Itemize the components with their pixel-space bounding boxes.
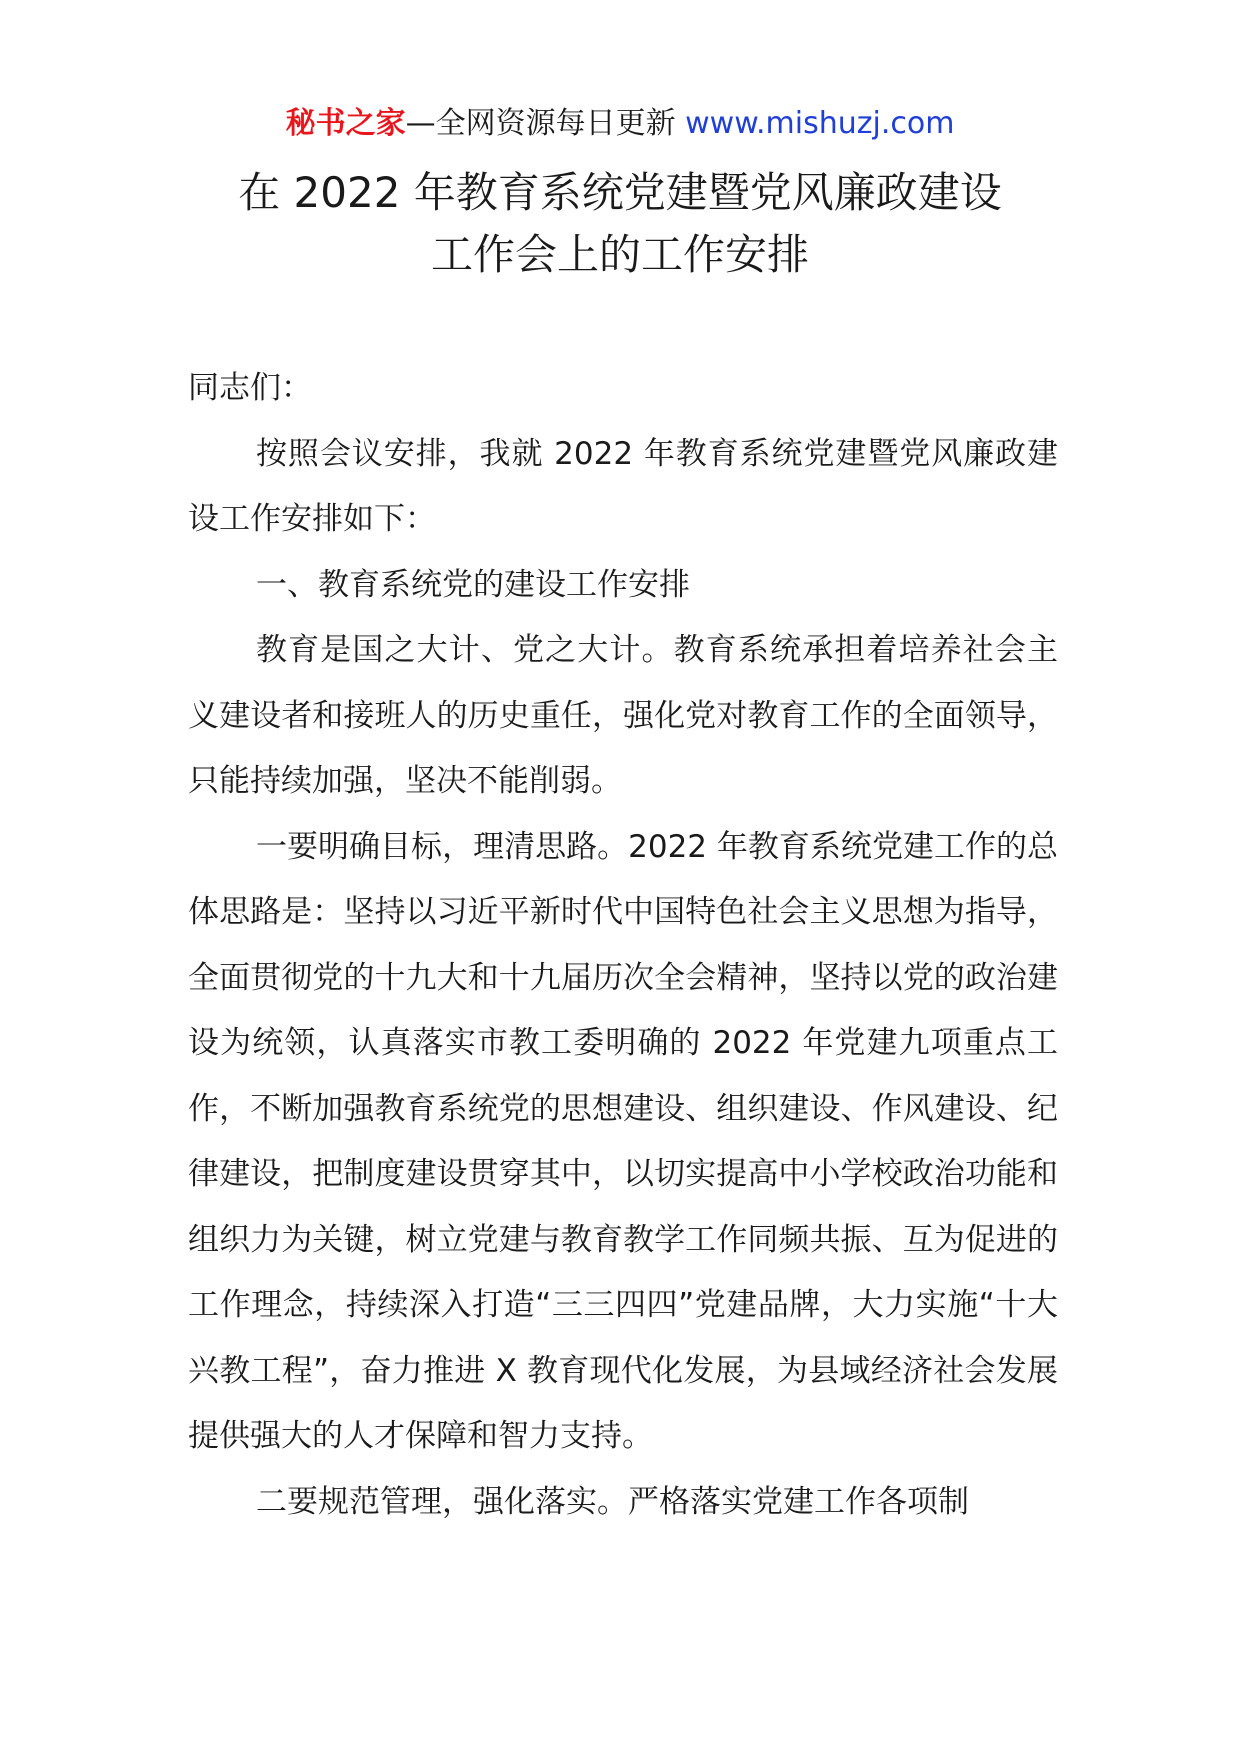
document-title: [0, 162, 1240, 286]
paragraph-goal: 一要明确目标，理清思路。2022 年教育系统党建工作的总体思路是：坚持以习近平新时代中国特色社会主义思想为指导，全面贯彻党的十九大和十九届历次全会精神，坚持以党的政治建设为统领，认真落实市教工委明确的 2022 年党建九项重点工作，不断加强教育系统党的思想建设、组织建设、作风建设、纪律建设，把制度建设贯穿其中，以切实提高中小学校政治功能和组织力为关键，树立党建与教育教学工作同频共振、互为促进的工作理念，持续深入打造“三三四四”党建品牌，大力实施“十大兴教工程”，奋力推进 X 教育现代化发展，为县域经济社会发展提供强大的人才保障和智力支持。: [188, 828, 1058, 1454]
paragraph-intro: 按照会议安排，我就 2022 年教育系统党建暨党风廉政建设工作安排如下：: [188, 435, 1058, 537]
section-heading-1: 一、教育系统党的建设工作安排: [256, 566, 690, 603]
paragraph-education: 教育是国之大计、党之大计。教育系统承担着培养社会主义建设者和接班人的历史重任，强化党对教育工作的全面领导，只能持续加强，坚决不能削弱。: [188, 632, 1058, 799]
brand-slogan: —全网资源每日更新: [405, 106, 676, 141]
title-line-1: 在 2022 年教育系统党建暨党风廉政建设: [238, 168, 1002, 217]
document-body: [188, 356, 1058, 1535]
paragraph-management: 二要规范管理，强化落实。严格落实党建工作各项制: [256, 1483, 969, 1520]
watermark-header: [0, 104, 1240, 144]
salutation: 同志们：: [188, 370, 312, 406]
title-line-2: 工作会上的工作安排: [430, 230, 809, 279]
site-url: www.mishuzj.com: [685, 106, 955, 141]
brand-name: 秘书之家: [285, 106, 406, 141]
